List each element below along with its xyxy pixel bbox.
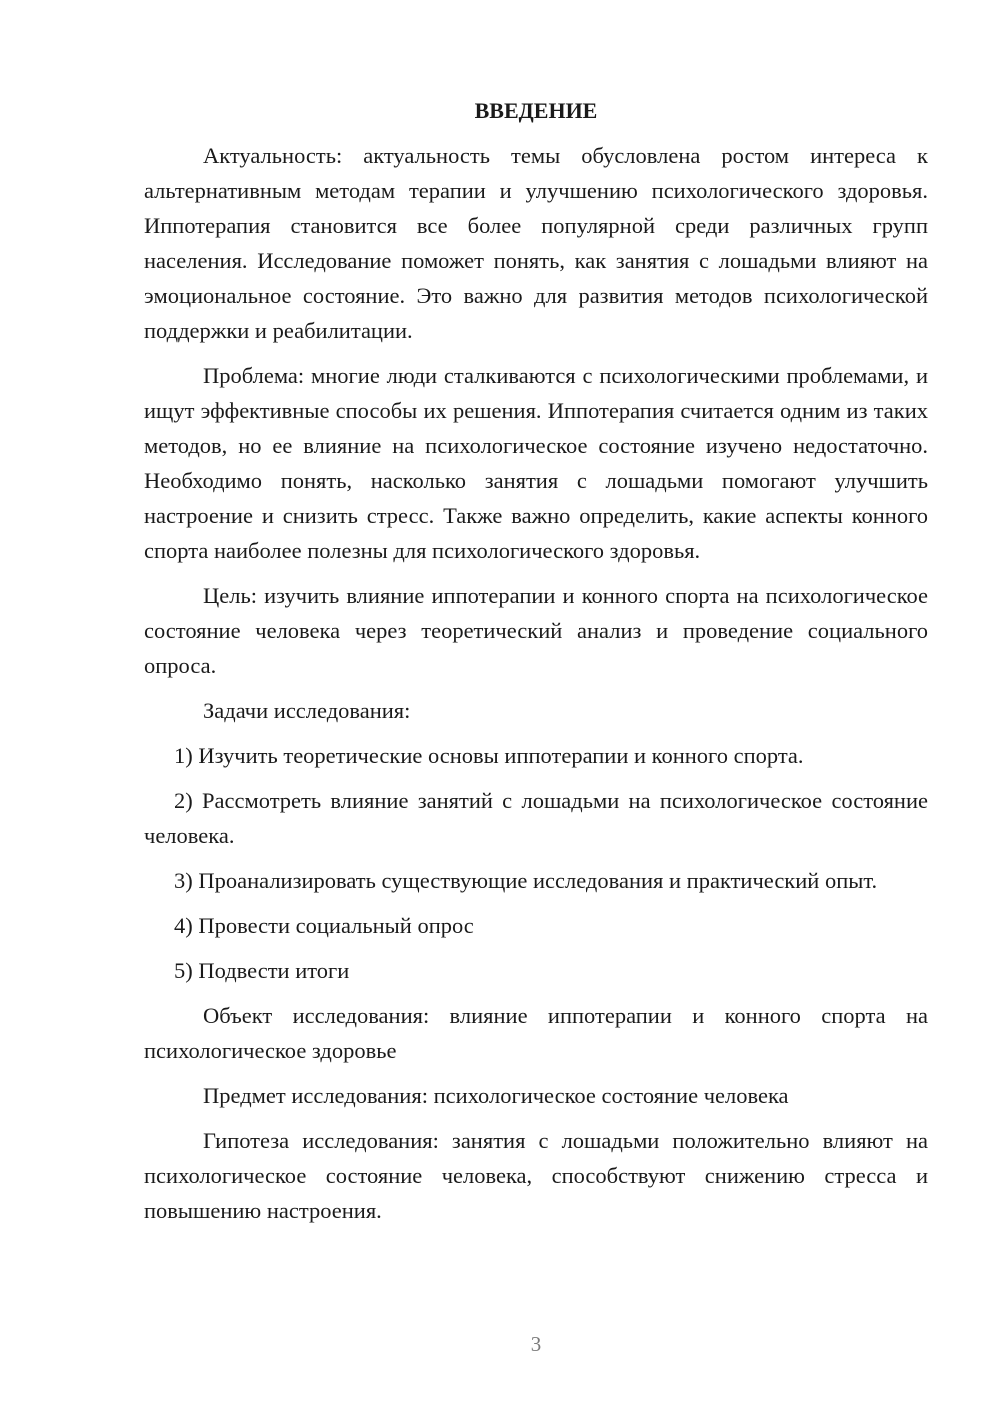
page-content	[144, 93, 928, 1238]
paragraph-problem: Проблема: многие люди сталкиваются с психологическими проблемами, и ищут эффективные способы их решения. Иппотерапия считается одним из таких методов, но ее влияние на психологическое состояние изучено недостаточно. Необходимо понять, насколько занятия с лошадьми помогают улучшить настроение и снизить стресс. Также важно определить, какие аспекты конного спорта наиболее полезны для психологического здоровья.	[144, 363, 928, 563]
task-item-3: 3) Проанализировать существующие исследования и практический опыт.	[174, 868, 878, 893]
task-item-1: 1) Изучить теоретические основы иппотерапии и конного спорта.	[174, 743, 804, 768]
paragraph-goal: Цель: изучить влияние иппотерапии и конного спорта на психологическое состояние человека через теоретический анализ и проведение социального опроса.	[144, 583, 928, 678]
task-item-5: 5) Подвести итоги	[174, 958, 350, 983]
paragraph-relevance: Актуальность: актуальность темы обусловлена ростом интереса к альтернативным методам терапии и улучшению психологического здоровья. Иппотерапия становится все более популярной среди различных групп населения. Исследование поможет понять, как занятия с лошадьми влияют на эмоциональное состояние. Это важно для развития методов психологической поддержки и реабилитации.	[144, 143, 928, 343]
paragraph-hypothesis: Гипотеза исследования: занятия с лошадьми положительно влияют на психологическое состояние человека, способствуют снижению стресса и повышению настроения.	[144, 1128, 928, 1223]
section-heading: ВВЕДЕНИЕ	[474, 98, 598, 123]
task-item-2: 2) Рассмотреть влияние занятий с лошадьми на психологическое состояние человека.	[144, 788, 928, 848]
paragraph-object: Объект исследования: влияние иппотерапии и конного спорта на психологическое здоровье	[144, 1003, 928, 1063]
tasks-title: Задачи исследования:	[203, 698, 411, 723]
page-number: 3	[530, 1332, 542, 1356]
paragraph-subject: Предмет исследования: психологическое состояние человека	[203, 1083, 789, 1108]
task-item-4: 4) Провести социальный опрос	[174, 913, 474, 938]
